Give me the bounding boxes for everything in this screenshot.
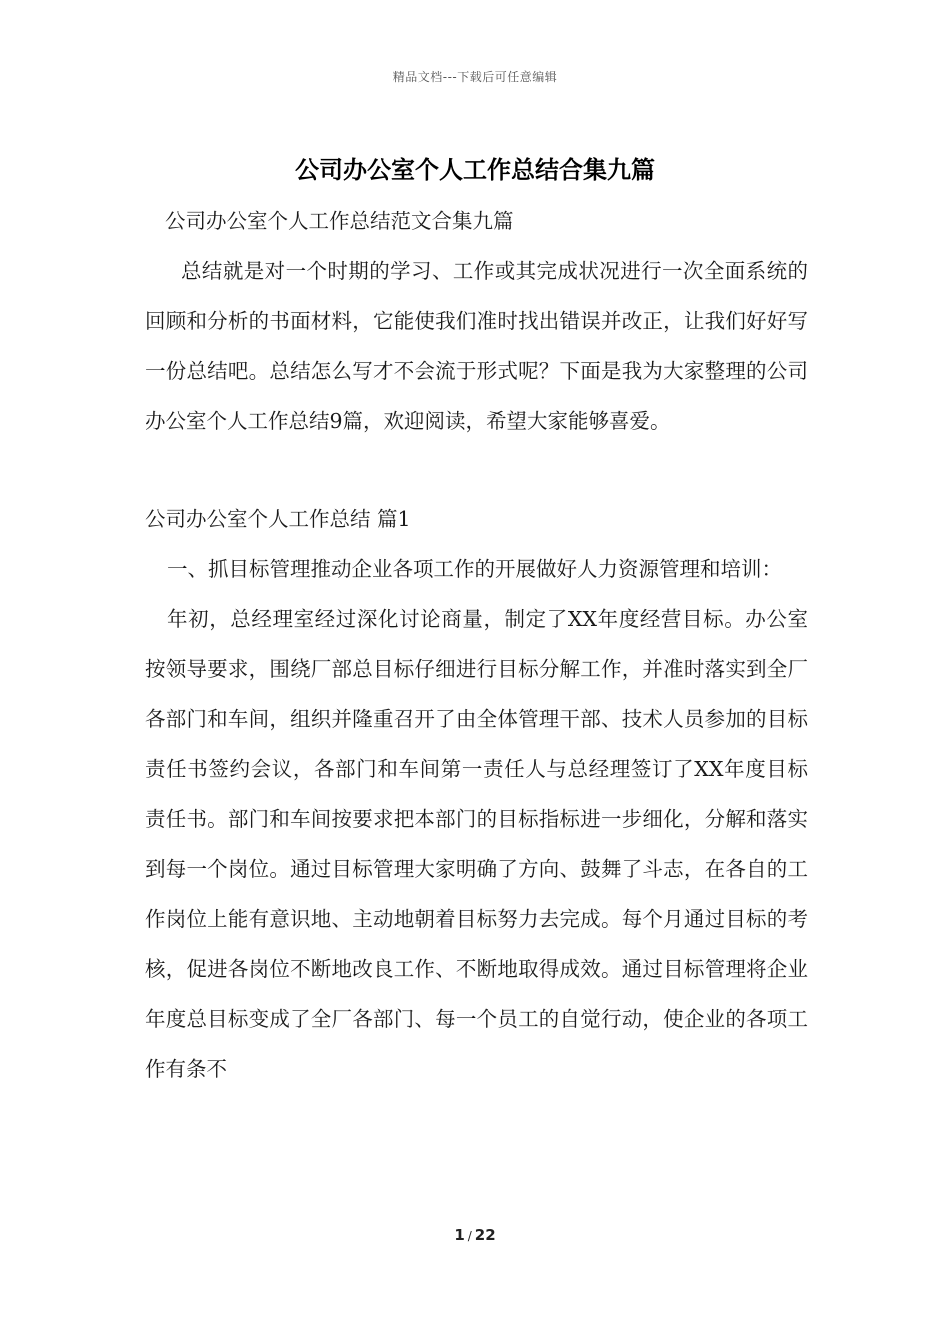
document-title: 公司办公室个人工作总结合集九篇 [295,155,655,184]
header-note: 精品文档---下载后可任意编辑 [392,70,558,84]
current-page: 1 [454,1226,465,1244]
page-number [0,1226,950,1244]
page-separator: / [467,1229,472,1243]
document-subtitle: 公司办公室个人工作总结范文合集九篇 [165,209,514,233]
section-heading: 公司办公室个人工作总结 篇1 [145,507,411,531]
intro-paragraph: 总结就是对一个时期的学习、工作或其完成状况进行一次全面系统的回顾和分析的书面材料，它能使我们准时找出错误并改正，让我们好好写一份总结吧。总结怎么写才不会流于形式呢？下面是我为大家整理的公司办公室个人工作总结9篇，欢迎阅读，希望大家能够喜爱。 [145,259,808,433]
item-heading: 一、抓目标管理推动企业各项工作的开展做好人力资源管理和培训： [167,557,782,581]
total-pages: 22 [474,1226,496,1244]
body-paragraph: 年初，总经理室经过深化讨论商量，制定了XX年度经营目标。办公室按领导要求，围绕厂部总目标仔细进行目标分解工作，并准时落实到全厂各部门和车间，组织并隆重召开了由全体管理干部、技术人员参加的目标责任书签约会议，各部门和车间第一责任人与总经理签订了XX年度目标责任书。部门和车间按要求把本部门的目标指标进一步细化，分解和落实到每一个岗位。通过目标管理大家明确了方向、鼓舞了斗志，在各自的工作岗位上能有意识地、主动地朝着目标努力去完成。每个月通过目标的考核，促进各岗位不断地改良工作、不断地取得成效。通过目标管理将企业年度总目标变成了全厂各部门、每一个员工的自觉行动，使企业的各项工作有条不 [145,607,808,1081]
document-body [145,196,808,1094]
